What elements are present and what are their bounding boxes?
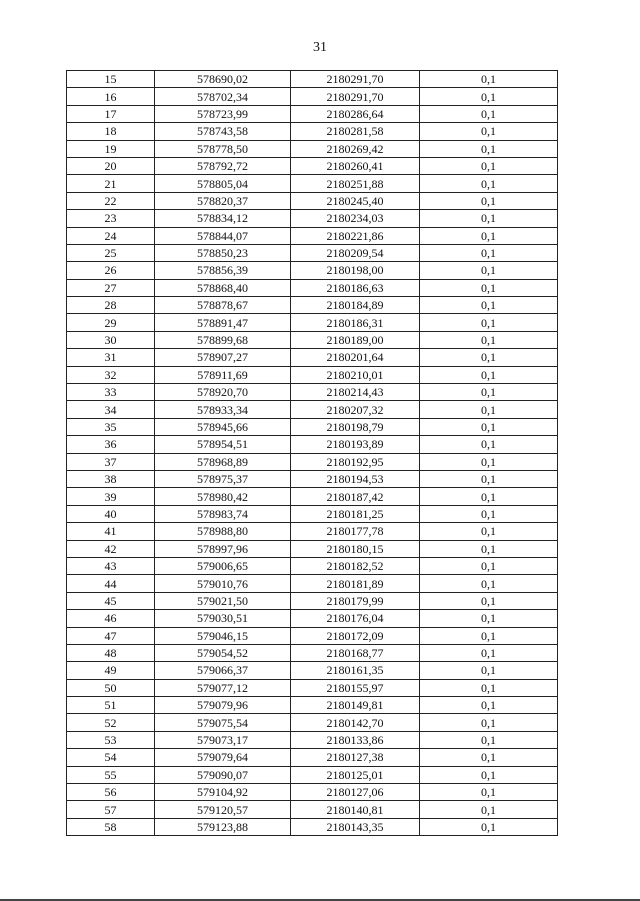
tolerance-cell: 0,1: [420, 731, 558, 748]
point-number-cell: 29: [67, 314, 155, 331]
y-coordinate-cell: 2180192,95: [291, 453, 420, 470]
x-coordinate-cell: 578988,80: [155, 523, 291, 540]
point-number-cell: 52: [67, 714, 155, 731]
y-coordinate-cell: 2180207,32: [291, 401, 420, 418]
table-row: [67, 279, 558, 296]
y-coordinate-cell: 2180143,35: [291, 818, 420, 835]
point-number-cell: 19: [67, 140, 155, 157]
point-number-cell: 23: [67, 210, 155, 227]
y-coordinate-cell: 2180127,38: [291, 749, 420, 766]
point-number-cell: 50: [67, 679, 155, 696]
table-row: [67, 784, 558, 801]
x-coordinate-cell: 579030,51: [155, 610, 291, 627]
table-row: [67, 436, 558, 453]
table-row: [67, 314, 558, 331]
table-row: [67, 192, 558, 209]
tolerance-cell: 0,1: [420, 592, 558, 609]
table-row: [67, 157, 558, 174]
table-row: [67, 749, 558, 766]
point-number-cell: 33: [67, 384, 155, 401]
point-number-cell: 41: [67, 523, 155, 540]
tolerance-cell: 0,1: [420, 71, 558, 88]
table-body: [67, 71, 558, 836]
tolerance-cell: 0,1: [420, 662, 558, 679]
y-coordinate-cell: 2180186,31: [291, 314, 420, 331]
table-row: [67, 818, 558, 835]
table-row: [67, 714, 558, 731]
table-row: [67, 662, 558, 679]
tolerance-cell: 0,1: [420, 610, 558, 627]
point-number-cell: 25: [67, 244, 155, 261]
coordinates-table: [66, 70, 558, 836]
y-coordinate-cell: 2180198,79: [291, 418, 420, 435]
y-coordinate-cell: 2180177,78: [291, 523, 420, 540]
tolerance-cell: 0,1: [420, 192, 558, 209]
point-number-cell: 21: [67, 175, 155, 192]
y-coordinate-cell: 2180286,64: [291, 105, 420, 122]
table-row: [67, 331, 558, 348]
x-coordinate-cell: 578844,07: [155, 227, 291, 244]
y-coordinate-cell: 2180184,89: [291, 297, 420, 314]
table-row: [67, 262, 558, 279]
x-coordinate-cell: 578997,96: [155, 540, 291, 557]
y-coordinate-cell: 2180127,06: [291, 784, 420, 801]
x-coordinate-cell: 578911,69: [155, 366, 291, 383]
y-coordinate-cell: 2180245,40: [291, 192, 420, 209]
table-row: [67, 453, 558, 470]
y-coordinate-cell: 2180125,01: [291, 766, 420, 783]
tolerance-cell: 0,1: [420, 88, 558, 105]
x-coordinate-cell: 579123,88: [155, 818, 291, 835]
point-number-cell: 55: [67, 766, 155, 783]
x-coordinate-cell: 579054,52: [155, 644, 291, 661]
x-coordinate-cell: 579066,37: [155, 662, 291, 679]
x-coordinate-cell: 578891,47: [155, 314, 291, 331]
point-number-cell: 48: [67, 644, 155, 661]
x-coordinate-cell: 579075,54: [155, 714, 291, 731]
x-coordinate-cell: 578792,72: [155, 157, 291, 174]
x-coordinate-cell: 578743,58: [155, 123, 291, 140]
tolerance-cell: 0,1: [420, 557, 558, 574]
table-row: [67, 697, 558, 714]
table-row: [67, 297, 558, 314]
point-number-cell: 51: [67, 697, 155, 714]
tolerance-cell: 0,1: [420, 210, 558, 227]
table-row: [67, 470, 558, 487]
tolerance-cell: 0,1: [420, 349, 558, 366]
tolerance-cell: 0,1: [420, 384, 558, 401]
y-coordinate-cell: 2180168,77: [291, 644, 420, 661]
x-coordinate-cell: 578778,50: [155, 140, 291, 157]
table-row: [67, 557, 558, 574]
coordinates-table-container: [66, 70, 557, 836]
point-number-cell: 31: [67, 349, 155, 366]
y-coordinate-cell: 2180155,97: [291, 679, 420, 696]
tolerance-cell: 0,1: [420, 523, 558, 540]
tolerance-cell: 0,1: [420, 644, 558, 661]
point-number-cell: 22: [67, 192, 155, 209]
table-row: [67, 540, 558, 557]
x-coordinate-cell: 578945,66: [155, 418, 291, 435]
table-row: [67, 644, 558, 661]
y-coordinate-cell: 2180194,53: [291, 470, 420, 487]
x-coordinate-cell: 578805,04: [155, 175, 291, 192]
y-coordinate-cell: 2180140,81: [291, 801, 420, 818]
table-row: [67, 384, 558, 401]
x-coordinate-cell: 579073,17: [155, 731, 291, 748]
point-number-cell: 16: [67, 88, 155, 105]
point-number-cell: 56: [67, 784, 155, 801]
tolerance-cell: 0,1: [420, 279, 558, 296]
tolerance-cell: 0,1: [420, 575, 558, 592]
point-number-cell: 30: [67, 331, 155, 348]
y-coordinate-cell: 2180181,25: [291, 505, 420, 522]
table-row: [67, 244, 558, 261]
y-coordinate-cell: 2180179,99: [291, 592, 420, 609]
tolerance-cell: 0,1: [420, 784, 558, 801]
tolerance-cell: 0,1: [420, 749, 558, 766]
x-coordinate-cell: 579021,50: [155, 592, 291, 609]
table-row: [67, 227, 558, 244]
x-coordinate-cell: 578878,67: [155, 297, 291, 314]
y-coordinate-cell: 2180186,63: [291, 279, 420, 296]
tolerance-cell: 0,1: [420, 488, 558, 505]
table-row: [67, 88, 558, 105]
tolerance-cell: 0,1: [420, 314, 558, 331]
x-coordinate-cell: 578920,70: [155, 384, 291, 401]
y-coordinate-cell: 2180172,09: [291, 627, 420, 644]
x-coordinate-cell: 578954,51: [155, 436, 291, 453]
x-coordinate-cell: 578968,89: [155, 453, 291, 470]
table-row: [67, 592, 558, 609]
tolerance-cell: 0,1: [420, 297, 558, 314]
x-coordinate-cell: 579046,15: [155, 627, 291, 644]
table-row: [67, 140, 558, 157]
y-coordinate-cell: 2180269,42: [291, 140, 420, 157]
point-number-cell: 24: [67, 227, 155, 244]
y-coordinate-cell: 2180260,41: [291, 157, 420, 174]
point-number-cell: 34: [67, 401, 155, 418]
point-number-cell: 27: [67, 279, 155, 296]
y-coordinate-cell: 2180161,35: [291, 662, 420, 679]
y-coordinate-cell: 2180281,58: [291, 123, 420, 140]
x-coordinate-cell: 579090,07: [155, 766, 291, 783]
page-number: 31: [313, 40, 327, 55]
point-number-cell: 44: [67, 575, 155, 592]
tolerance-cell: 0,1: [420, 140, 558, 157]
point-number-cell: 20: [67, 157, 155, 174]
x-coordinate-cell: 578933,34: [155, 401, 291, 418]
tolerance-cell: 0,1: [420, 401, 558, 418]
table-row: [67, 766, 558, 783]
y-coordinate-cell: 2180189,00: [291, 331, 420, 348]
point-number-cell: 18: [67, 123, 155, 140]
y-coordinate-cell: 2180209,54: [291, 244, 420, 261]
table-row: [67, 105, 558, 122]
x-coordinate-cell: 578850,23: [155, 244, 291, 261]
point-number-cell: 36: [67, 436, 155, 453]
point-number-cell: 37: [67, 453, 155, 470]
x-coordinate-cell: 578723,99: [155, 105, 291, 122]
table-row: [67, 418, 558, 435]
tolerance-cell: 0,1: [420, 418, 558, 435]
tolerance-cell: 0,1: [420, 244, 558, 261]
tolerance-cell: 0,1: [420, 679, 558, 696]
tolerance-cell: 0,1: [420, 227, 558, 244]
table-row: [67, 801, 558, 818]
y-coordinate-cell: 2180133,86: [291, 731, 420, 748]
point-number-cell: 46: [67, 610, 155, 627]
x-coordinate-cell: 579006,65: [155, 557, 291, 574]
tolerance-cell: 0,1: [420, 262, 558, 279]
x-coordinate-cell: 578980,42: [155, 488, 291, 505]
y-coordinate-cell: 2180201,64: [291, 349, 420, 366]
y-coordinate-cell: 2180187,42: [291, 488, 420, 505]
table-row: [67, 123, 558, 140]
table-row: [67, 731, 558, 748]
tolerance-cell: 0,1: [420, 505, 558, 522]
point-number-cell: 28: [67, 297, 155, 314]
point-number-cell: 42: [67, 540, 155, 557]
x-coordinate-cell: 578690,02: [155, 71, 291, 88]
x-coordinate-cell: 578983,74: [155, 505, 291, 522]
point-number-cell: 58: [67, 818, 155, 835]
y-coordinate-cell: 2180291,70: [291, 71, 420, 88]
x-coordinate-cell: 579079,96: [155, 697, 291, 714]
y-coordinate-cell: 2180193,89: [291, 436, 420, 453]
tolerance-cell: 0,1: [420, 331, 558, 348]
x-coordinate-cell: 579077,12: [155, 679, 291, 696]
x-coordinate-cell: 579010,76: [155, 575, 291, 592]
point-number-cell: 54: [67, 749, 155, 766]
y-coordinate-cell: 2180221,86: [291, 227, 420, 244]
tolerance-cell: 0,1: [420, 801, 558, 818]
x-coordinate-cell: 578975,37: [155, 470, 291, 487]
y-coordinate-cell: 2180176,04: [291, 610, 420, 627]
point-number-cell: 15: [67, 71, 155, 88]
table-row: [67, 366, 558, 383]
x-coordinate-cell: 578820,37: [155, 192, 291, 209]
tolerance-cell: 0,1: [420, 627, 558, 644]
table-row: [67, 523, 558, 540]
table-row: [67, 71, 558, 88]
point-number-cell: 49: [67, 662, 155, 679]
tolerance-cell: 0,1: [420, 697, 558, 714]
tolerance-cell: 0,1: [420, 453, 558, 470]
table-row: [67, 349, 558, 366]
y-coordinate-cell: 2180214,43: [291, 384, 420, 401]
y-coordinate-cell: 2180291,70: [291, 88, 420, 105]
tolerance-cell: 0,1: [420, 123, 558, 140]
y-coordinate-cell: 2180182,52: [291, 557, 420, 574]
tolerance-cell: 0,1: [420, 175, 558, 192]
x-coordinate-cell: 579120,57: [155, 801, 291, 818]
y-coordinate-cell: 2180210,01: [291, 366, 420, 383]
x-coordinate-cell: 578702,34: [155, 88, 291, 105]
table-row: [67, 505, 558, 522]
table-row: [67, 488, 558, 505]
tolerance-cell: 0,1: [420, 105, 558, 122]
point-number-cell: 43: [67, 557, 155, 574]
point-number-cell: 57: [67, 801, 155, 818]
x-coordinate-cell: 578899,68: [155, 331, 291, 348]
y-coordinate-cell: 2180142,70: [291, 714, 420, 731]
tolerance-cell: 0,1: [420, 470, 558, 487]
point-number-cell: 53: [67, 731, 155, 748]
tolerance-cell: 0,1: [420, 766, 558, 783]
x-coordinate-cell: 578868,40: [155, 279, 291, 296]
y-coordinate-cell: 2180149,81: [291, 697, 420, 714]
point-number-cell: 26: [67, 262, 155, 279]
table-row: [67, 610, 558, 627]
x-coordinate-cell: 578856,39: [155, 262, 291, 279]
tolerance-cell: 0,1: [420, 714, 558, 731]
point-number-cell: 40: [67, 505, 155, 522]
point-number-cell: 38: [67, 470, 155, 487]
tolerance-cell: 0,1: [420, 540, 558, 557]
point-number-cell: 39: [67, 488, 155, 505]
y-coordinate-cell: 2180198,00: [291, 262, 420, 279]
y-coordinate-cell: 2180251,88: [291, 175, 420, 192]
point-number-cell: 32: [67, 366, 155, 383]
point-number-cell: 45: [67, 592, 155, 609]
tolerance-cell: 0,1: [420, 366, 558, 383]
y-coordinate-cell: 2180180,15: [291, 540, 420, 557]
table-row: [67, 679, 558, 696]
x-coordinate-cell: 579104,92: [155, 784, 291, 801]
tolerance-cell: 0,1: [420, 818, 558, 835]
point-number-cell: 35: [67, 418, 155, 435]
x-coordinate-cell: 578834,12: [155, 210, 291, 227]
tolerance-cell: 0,1: [420, 436, 558, 453]
y-coordinate-cell: 2180234,03: [291, 210, 420, 227]
x-coordinate-cell: 578907,27: [155, 349, 291, 366]
tolerance-cell: 0,1: [420, 157, 558, 174]
table-row: [67, 575, 558, 592]
x-coordinate-cell: 579079,64: [155, 749, 291, 766]
point-number-cell: 47: [67, 627, 155, 644]
table-row: [67, 210, 558, 227]
point-number-cell: 17: [67, 105, 155, 122]
table-row: [67, 401, 558, 418]
table-row: [67, 627, 558, 644]
y-coordinate-cell: 2180181,89: [291, 575, 420, 592]
table-row: [67, 175, 558, 192]
